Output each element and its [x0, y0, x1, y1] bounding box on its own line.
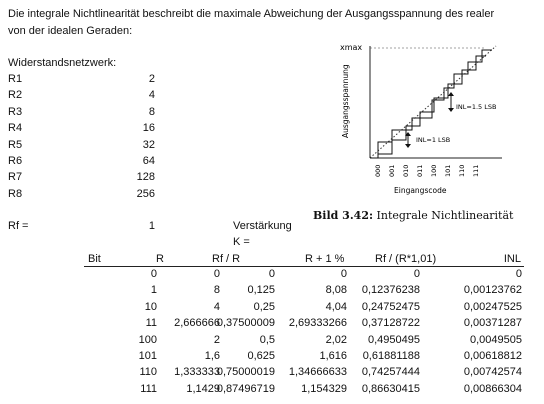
table-cell: 101 [138, 350, 157, 362]
x-axis-label: Eingangscode [394, 186, 447, 195]
table-cell: 0,37500009 [216, 317, 275, 330]
x-tick-label: 110 [458, 164, 466, 177]
table-cell: 1,34666633 [288, 366, 347, 379]
x-tick-labels [374, 165, 480, 177]
network-resistor-name: R3 [8, 105, 23, 118]
figure-caption-text: Integrale Nichtlinearität [376, 209, 514, 222]
x-tick-label: 011 [416, 164, 424, 177]
figure-caption-number: Bild 3.42: [313, 209, 374, 222]
network-resistor-name: R6 [8, 155, 23, 167]
gain-k-label: K = [233, 236, 250, 248]
table-cell: 0,125 [247, 284, 275, 297]
table-cell: 0,75000019 [216, 366, 275, 379]
network-resistor-value: 256 [136, 187, 155, 200]
table-cell: 2,666666 [174, 317, 220, 330]
table-cell: 0 [213, 268, 220, 280]
table-cell: 2,69333266 [288, 317, 347, 330]
network-resistor-name: R2 [8, 89, 23, 102]
table-cell: 111 [140, 382, 157, 395]
table-cell: 0,87496719 [216, 382, 275, 395]
table-cell: 8 [213, 284, 220, 297]
table-cell: 110 [139, 366, 157, 379]
table-cell: 0,37128722 [361, 317, 420, 330]
inl-big-arrowhead-down [448, 108, 454, 112]
table-header-cell: Bit [88, 253, 101, 265]
table-cell: 0,74257444 [361, 366, 420, 379]
inl-small-label: INL=1 LSB [416, 136, 451, 144]
table-cell: 0,00742574 [463, 366, 522, 379]
table-cell: 0 [150, 268, 157, 280]
x-tick-label: 010 [402, 164, 410, 177]
network-resistor-name: R5 [8, 138, 23, 151]
gain-label: Verstärkung [233, 220, 292, 232]
table-cell: 8,08 [325, 284, 347, 297]
table-header-cell: R + 1 % [305, 253, 345, 265]
table-cell: 1,6 [204, 350, 220, 362]
table-cell: 0,00371287 [463, 317, 522, 330]
x-tick-label: 111 [472, 164, 480, 177]
network-resistor-value: 32 [142, 138, 155, 151]
inl-big-arrowhead-up [448, 92, 454, 96]
table-cell: 1,1429 [186, 382, 220, 395]
table-header-cell: INL [503, 253, 521, 265]
table-cell: 1,616 [319, 350, 347, 362]
x-tick-label: 000 [374, 164, 382, 177]
table-cell: 11 [145, 317, 157, 330]
inl-small-arrowhead-down [405, 144, 411, 148]
rf-label: Rf = [8, 220, 29, 232]
table-header-cell: Rf / (R*1,01) [375, 253, 437, 265]
table-cell: 0,00618812 [463, 350, 522, 362]
table-cell: 0,00247525 [463, 300, 522, 313]
network-resistor-value: 4 [148, 89, 155, 102]
network-resistor-name: R4 [8, 122, 23, 135]
table-cell: 4 [213, 300, 220, 313]
network-resistor-value: 8 [148, 105, 155, 118]
network-resistor-value: 64 [142, 155, 155, 167]
table-cell: 0 [340, 268, 347, 280]
table-cell: 100 [138, 333, 157, 346]
table-cell: 1,333333 [174, 366, 220, 379]
table-cell: 0,25 [253, 300, 275, 313]
network-resistor-name: R7 [8, 171, 23, 184]
table-header-cell: R [156, 253, 164, 265]
table-cell: 0,00123762 [463, 284, 522, 297]
intro-paragraph [8, 6, 538, 40]
network-resistor-name: R8 [8, 187, 23, 200]
table-cell: 0,12376238 [361, 284, 420, 297]
y-axis-label: Ausgangsspannung [341, 64, 350, 138]
intro-line-2: von der idealen Geraden: [8, 25, 133, 37]
intro-line-1: Die integrale Nichtlinearität beschreibt die maximale Abweichung der Ausgangsspannung des realer [8, 8, 495, 20]
network-title: Widerstandsnetzwerk: [8, 57, 117, 69]
network-resistor-name: R1 [8, 73, 23, 85]
table-cell: 10 [144, 300, 157, 313]
figure-caption [313, 209, 513, 222]
network-resistor-value: 128 [136, 171, 155, 184]
table-cell: 0,24752475 [361, 300, 420, 313]
table-cell: 2 [213, 333, 220, 346]
table-header-rule [84, 266, 524, 267]
network-resistor-value: 16 [142, 122, 155, 135]
x-tick-label: 100 [430, 164, 438, 177]
table-cell: 0 [515, 268, 522, 280]
table-cell: 0 [413, 268, 420, 280]
table-cell: 0,4950495 [368, 333, 420, 346]
table-cell: 0,00866304 [463, 382, 522, 395]
rf-value: 1 [148, 220, 155, 232]
table-cell: 4,04 [325, 300, 347, 313]
table-cell: 0,625 [247, 350, 275, 362]
network-resistor-value: 2 [148, 73, 155, 85]
table-cell: 0,61881188 [362, 350, 420, 362]
x-tick-label: 001 [388, 164, 396, 177]
table-cell: 2,02 [325, 333, 347, 346]
table-cell: 1 [150, 284, 157, 297]
table-cell: 0,5 [259, 333, 275, 346]
inl-figure [336, 38, 506, 200]
table-cell: 0,86630415 [361, 382, 420, 395]
table-cell: 0,0049505 [470, 333, 522, 346]
table-header-cell: Rf / R [212, 253, 241, 265]
table-cell: 0 [268, 268, 275, 280]
xmax-label: xmax [340, 43, 363, 52]
x-tick-label: 101 [444, 164, 452, 177]
table-cell: 1,154329 [301, 382, 347, 395]
inl-big-label: INL=1.5 LSB [456, 103, 497, 111]
